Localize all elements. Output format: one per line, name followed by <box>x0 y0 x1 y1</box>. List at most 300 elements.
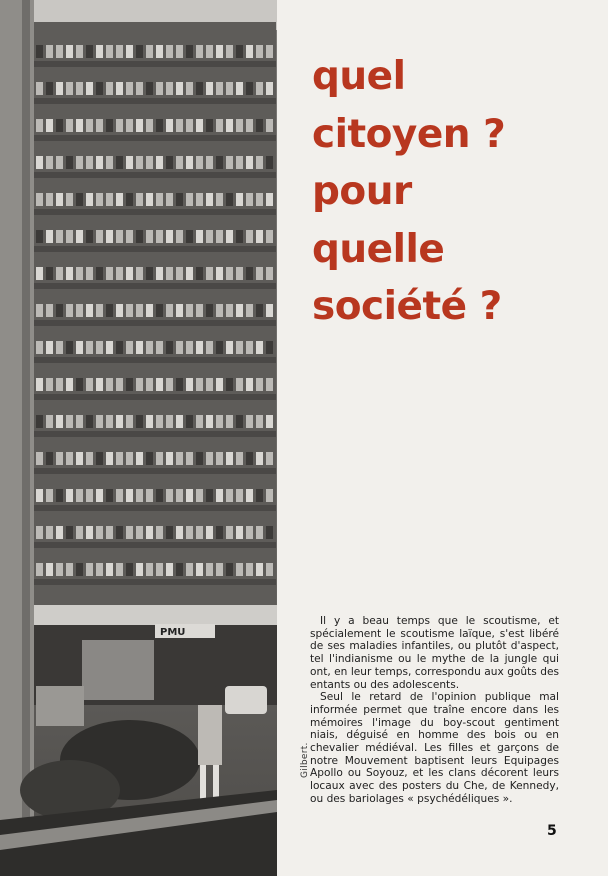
building-window <box>176 489 183 502</box>
building-window <box>226 193 233 206</box>
building-window <box>126 267 133 280</box>
building-window <box>266 230 273 243</box>
building-window <box>66 304 73 317</box>
building-window <box>196 304 203 317</box>
building-window <box>146 304 153 317</box>
building-window <box>76 193 83 206</box>
building-window <box>266 82 273 95</box>
building-window <box>216 489 223 502</box>
building-window <box>186 415 193 428</box>
building-window <box>186 230 193 243</box>
building-window <box>156 415 163 428</box>
building-window <box>236 526 243 539</box>
building-window <box>236 378 243 391</box>
building-window <box>136 415 143 428</box>
building-window <box>96 452 103 465</box>
building-window <box>216 45 223 58</box>
building-window <box>216 415 223 428</box>
building-window <box>116 82 123 95</box>
building-window <box>266 489 273 502</box>
building-window <box>196 82 203 95</box>
building-window <box>206 230 213 243</box>
building-window <box>246 563 253 576</box>
building-window <box>176 193 183 206</box>
building-window <box>226 45 233 58</box>
building-window <box>36 82 43 95</box>
building-window <box>156 378 163 391</box>
building-window <box>186 304 193 317</box>
building-window <box>166 82 173 95</box>
building-window <box>216 563 223 576</box>
page-title <box>312 48 592 336</box>
building-window <box>66 563 73 576</box>
building-window <box>236 82 243 95</box>
building-window <box>46 156 53 169</box>
building-window <box>126 230 133 243</box>
building-window <box>176 341 183 354</box>
building-window <box>126 156 133 169</box>
building-window <box>126 415 133 428</box>
building-window <box>176 526 183 539</box>
building-window <box>256 415 263 428</box>
building-window <box>86 230 93 243</box>
building-window <box>216 341 223 354</box>
building-window <box>226 526 233 539</box>
building-window <box>226 82 233 95</box>
building-window <box>126 563 133 576</box>
building-window <box>126 526 133 539</box>
building-window <box>246 267 253 280</box>
building-window <box>166 304 173 317</box>
building-window <box>206 82 213 95</box>
building-window <box>86 267 93 280</box>
building-window <box>196 378 203 391</box>
building-window <box>166 119 173 132</box>
building-window <box>236 119 243 132</box>
building-photo <box>0 0 277 876</box>
building-window <box>56 45 63 58</box>
building-window <box>206 119 213 132</box>
building-window <box>176 563 183 576</box>
building-window <box>256 563 263 576</box>
building-window <box>266 415 273 428</box>
building-window <box>36 45 43 58</box>
building-window <box>186 267 193 280</box>
building-window <box>156 119 163 132</box>
building-window <box>36 230 43 243</box>
building-window <box>156 45 163 58</box>
building-window <box>186 489 193 502</box>
building-window <box>146 119 153 132</box>
building-window <box>226 119 233 132</box>
building-window <box>46 82 53 95</box>
building-window <box>106 230 113 243</box>
building-window <box>106 267 113 280</box>
building-window <box>36 304 43 317</box>
building-window <box>216 230 223 243</box>
building-window <box>86 452 93 465</box>
building-window <box>36 119 43 132</box>
building-window <box>236 193 243 206</box>
title-line: pour <box>312 169 412 214</box>
building-window <box>36 563 43 576</box>
building-window <box>66 489 73 502</box>
building-window <box>76 526 83 539</box>
building-window <box>146 563 153 576</box>
building-window <box>106 341 113 354</box>
building-window <box>176 415 183 428</box>
building-window <box>206 156 213 169</box>
building-window <box>236 341 243 354</box>
building-window <box>166 452 173 465</box>
building-window <box>156 563 163 576</box>
article-paragraph: Il y a beau temps que le scoutisme, et spécialement le scoutisme laïque, s'est libéré de ses maladies infantiles, ou plutôt d'aspect, tel l'indianisme ou le mythe de la jungle qui ont, en leur temps, correspondu aux goûts des entants ou des adolescents. <box>310 615 559 691</box>
building-window <box>256 45 263 58</box>
building-window <box>216 267 223 280</box>
building-window <box>266 378 273 391</box>
title-line: citoyen ? <box>312 111 506 157</box>
building-window <box>146 267 153 280</box>
building-window <box>66 452 73 465</box>
building-window <box>86 119 93 132</box>
building-window <box>106 82 113 95</box>
building-window <box>226 563 233 576</box>
building-window <box>156 267 163 280</box>
building-window <box>116 193 123 206</box>
building-window <box>116 341 123 354</box>
building-window <box>196 563 203 576</box>
building-window <box>166 45 173 58</box>
building-window <box>246 156 253 169</box>
building-window <box>256 267 263 280</box>
building-window <box>256 452 263 465</box>
building-window <box>46 489 53 502</box>
building-window <box>266 563 273 576</box>
building-window <box>126 452 133 465</box>
building-window <box>186 119 193 132</box>
building-window <box>136 119 143 132</box>
building-window <box>36 452 43 465</box>
building-window <box>256 193 263 206</box>
building-window <box>56 193 63 206</box>
building-window <box>96 341 103 354</box>
building-window <box>196 119 203 132</box>
building-window <box>236 45 243 58</box>
building-window <box>66 378 73 391</box>
building-window <box>126 304 133 317</box>
building-window <box>206 526 213 539</box>
building-window <box>106 378 113 391</box>
building-window <box>266 304 273 317</box>
title-line: quel <box>312 54 406 99</box>
building-window <box>36 378 43 391</box>
building-window <box>226 489 233 502</box>
building-window <box>256 82 263 95</box>
building-window <box>116 267 123 280</box>
building-window <box>106 489 113 502</box>
building-window <box>136 378 143 391</box>
building-window <box>236 267 243 280</box>
building-window <box>76 563 83 576</box>
building-window <box>146 489 153 502</box>
building-window <box>176 45 183 58</box>
building-window <box>136 452 143 465</box>
building-window <box>86 341 93 354</box>
building-window <box>136 526 143 539</box>
building-window <box>226 230 233 243</box>
building-window <box>46 193 53 206</box>
building-window <box>206 341 213 354</box>
building-window <box>126 341 133 354</box>
building-window <box>266 267 273 280</box>
building-window <box>46 378 53 391</box>
building-window <box>196 415 203 428</box>
title-line: quelle <box>312 226 445 272</box>
building-window <box>96 526 103 539</box>
building-window <box>66 45 73 58</box>
building-window <box>266 526 273 539</box>
building-window <box>166 156 173 169</box>
building-window <box>156 156 163 169</box>
building-window <box>146 378 153 391</box>
building-window <box>246 452 253 465</box>
building-window <box>256 304 263 317</box>
building-window <box>36 415 43 428</box>
building-window <box>196 267 203 280</box>
building-window <box>216 193 223 206</box>
building-window <box>156 526 163 539</box>
building-window <box>206 489 213 502</box>
photo-credit: Gilbert. <box>300 742 310 778</box>
building-window <box>246 45 253 58</box>
building-window <box>36 156 43 169</box>
building-window <box>166 415 173 428</box>
building-window <box>106 156 113 169</box>
building-window <box>256 489 263 502</box>
building-window <box>256 378 263 391</box>
building-window <box>266 156 273 169</box>
building-window <box>216 82 223 95</box>
building-window <box>156 489 163 502</box>
building-window <box>206 193 213 206</box>
building-window <box>66 267 73 280</box>
building-window <box>226 452 233 465</box>
building-window <box>76 82 83 95</box>
building-window <box>96 230 103 243</box>
building-window <box>266 341 273 354</box>
building-window <box>56 489 63 502</box>
building-window <box>56 563 63 576</box>
building-window <box>86 45 93 58</box>
building-window <box>46 267 53 280</box>
building-window <box>146 156 153 169</box>
building-window <box>216 119 223 132</box>
building-window <box>116 452 123 465</box>
building-window <box>126 45 133 58</box>
building-window <box>136 341 143 354</box>
building-window <box>126 119 133 132</box>
building-window <box>66 230 73 243</box>
building-window <box>116 526 123 539</box>
building-window <box>166 230 173 243</box>
building-window <box>166 267 173 280</box>
building-window <box>96 563 103 576</box>
building-window <box>196 526 203 539</box>
building-window <box>76 452 83 465</box>
building-window <box>266 119 273 132</box>
building-window <box>46 304 53 317</box>
building-window <box>156 341 163 354</box>
building-window <box>196 230 203 243</box>
building-window <box>196 341 203 354</box>
building-window <box>176 378 183 391</box>
building-window <box>76 415 83 428</box>
building-window <box>66 526 73 539</box>
article-paragraph: Seul le retard de l'opinion publique mal informée permet que traîne encore dans les mémoires l'image du boy-scout gentiment niais, déguisé en homme des bois ou en chevalier médiéval. Les filles et garçons de notre Mouvement baptisent leurs Equipages Apollo ou Soyouz, et les clans décorent leurs locaux avec des posters du Che, de Kennedy, ou des bariolages « psychédéliques ». <box>310 691 559 805</box>
building-window <box>146 45 153 58</box>
building-window <box>156 230 163 243</box>
building-window <box>76 230 83 243</box>
building-window <box>246 378 253 391</box>
building-window <box>66 341 73 354</box>
building-window <box>226 304 233 317</box>
building-window <box>176 156 183 169</box>
building-window <box>36 526 43 539</box>
building-window <box>156 82 163 95</box>
building-window <box>166 563 173 576</box>
building-window <box>96 45 103 58</box>
building-window <box>186 156 193 169</box>
building-window <box>246 489 253 502</box>
building-window <box>256 156 263 169</box>
building-window <box>186 378 193 391</box>
article-body <box>310 615 559 806</box>
building-window <box>256 341 263 354</box>
building-window <box>166 193 173 206</box>
building-window <box>136 267 143 280</box>
building-window <box>136 304 143 317</box>
building-window <box>226 415 233 428</box>
building-window <box>126 193 133 206</box>
building-window <box>176 267 183 280</box>
building-window <box>46 563 53 576</box>
building-window <box>196 45 203 58</box>
building-window <box>86 526 93 539</box>
building-window <box>186 193 193 206</box>
building-window <box>116 304 123 317</box>
building-window <box>96 156 103 169</box>
building-window <box>46 341 53 354</box>
building-window <box>246 119 253 132</box>
building-window <box>86 304 93 317</box>
building-window <box>36 341 43 354</box>
building-window <box>216 156 223 169</box>
building-window <box>116 489 123 502</box>
building-window <box>246 526 253 539</box>
building-window <box>166 489 173 502</box>
building-window <box>36 489 43 502</box>
building-window <box>176 119 183 132</box>
building-photo-drawing <box>0 0 277 876</box>
building-window <box>156 193 163 206</box>
building-window <box>186 563 193 576</box>
building-window <box>186 82 193 95</box>
building-window <box>226 341 233 354</box>
building-window <box>126 489 133 502</box>
building-window <box>36 193 43 206</box>
building-window <box>86 82 93 95</box>
building-window <box>36 267 43 280</box>
building-window <box>146 193 153 206</box>
building-window <box>56 341 63 354</box>
building-window <box>206 267 213 280</box>
building-window <box>196 193 203 206</box>
building-window <box>96 304 103 317</box>
building-window <box>226 378 233 391</box>
building-window <box>126 82 133 95</box>
building-window <box>76 489 83 502</box>
building-window <box>116 415 123 428</box>
building-window <box>56 526 63 539</box>
building-window <box>46 119 53 132</box>
building-window <box>186 341 193 354</box>
building-window <box>236 563 243 576</box>
building-window <box>66 82 73 95</box>
building-window <box>256 526 263 539</box>
building-window <box>236 156 243 169</box>
building-window <box>106 193 113 206</box>
building-window <box>266 452 273 465</box>
building-window <box>106 526 113 539</box>
building-window <box>56 378 63 391</box>
building-window <box>56 267 63 280</box>
building-window <box>176 230 183 243</box>
building-window <box>206 415 213 428</box>
building-window <box>136 489 143 502</box>
building-window <box>236 304 243 317</box>
building-window <box>86 415 93 428</box>
building-window <box>116 378 123 391</box>
building-window <box>146 341 153 354</box>
building-window <box>86 489 93 502</box>
building-window <box>56 230 63 243</box>
building-window <box>106 452 113 465</box>
building-window <box>96 267 103 280</box>
building-window <box>106 415 113 428</box>
building-window <box>66 193 73 206</box>
building-window <box>86 378 93 391</box>
building-window <box>76 341 83 354</box>
building-window <box>136 45 143 58</box>
building-window <box>186 526 193 539</box>
building-window <box>176 304 183 317</box>
building-window <box>206 378 213 391</box>
building-window <box>236 415 243 428</box>
building-window <box>56 119 63 132</box>
building-window <box>216 304 223 317</box>
building-window <box>146 452 153 465</box>
building-window <box>76 119 83 132</box>
building-window <box>256 119 263 132</box>
building-window <box>106 304 113 317</box>
building-window <box>196 452 203 465</box>
building-window <box>116 119 123 132</box>
building-window <box>76 156 83 169</box>
building-window <box>106 45 113 58</box>
building-window <box>56 415 63 428</box>
building-window <box>206 45 213 58</box>
building-window <box>66 119 73 132</box>
